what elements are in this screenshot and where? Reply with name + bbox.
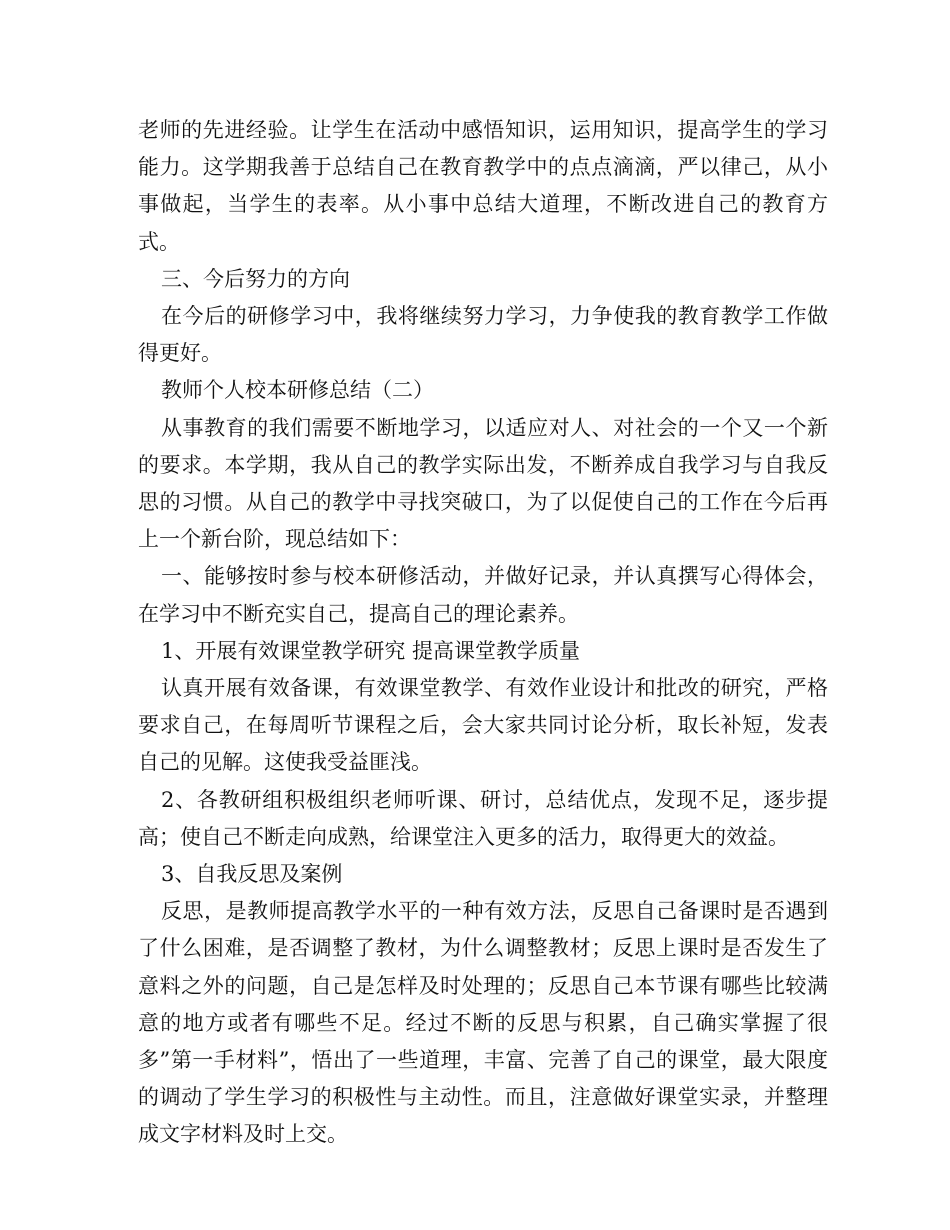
section-heading-future-direction: 三、今后努力的方向 — [161, 266, 350, 291]
subheading-self-reflection: 3、自我反思及案例 — [161, 862, 343, 887]
paragraph-reflection: 反思，是教师提高教学水平的一种有效方法，反思自己备课时是否遇到了什么困难，是否调整了教材，为什么调整教材；反思上课时是否发生了意料之外的问题，自己是怎样及时处理的；反思自己本节课有哪些比较满意的地方或者有哪些不足。经过不断的反思与积累，自己确实掌握了很多”第一手材料”，悟出了一些道理，丰富、完善了自己的课堂，最大限度的调动了学生学习的积极性与主动性。而且，注意做好课堂实录，并整理成文字材料及时上交。 — [138, 899, 828, 1147]
paragraph-continuation: 老师的先进经验。让学生在活动中感悟知识，运用知识，提高学生的学习能力。这学期我善于总结自己在教育教学中的点点滴滴，严以律己，从小事做起，当学生的表率。从小事中总结大道理，不断改进自己的教育方式。 — [138, 118, 828, 254]
paragraph-effective-preparation: 认真开展有效备课，有效课堂教学、有效作业设计和批改的研究，严格要求自己，在每周听节课程之后，会大家共同讨论分析，取长补短，发表自己的见解。这使我受益匪浅。 — [138, 676, 828, 775]
paragraph-introduction: 从事教育的我们需要不断地学习，以适应对人、对社会的一个又一个新的要求。本学期，我从自己的教学实际出发，不断养成自我学习与自我反思的习惯。从自己的教学中寻找突破口，为了以促使自己的工作在今后再上一个新台阶，现总结如下： — [138, 415, 828, 552]
paragraph-future-plan: 在今后的研修学习中，我将继续努力学习，力争使我的教育教学工作做得更好。 — [138, 304, 828, 366]
document-page — [138, 112, 828, 1154]
paragraph-teaching-research-groups: 2、各教研组积极组织老师听课、研讨，总结优点，发现不足，逐步提高；使自己不断走向成熟，给课堂注入更多的活力，取得更大的效益。 — [138, 787, 828, 849]
document-subtitle: 教师个人校本研修总结（二） — [161, 378, 434, 403]
section-heading-one: 一、能够按时参与校本研修活动，并做好记录，并认真撰写心得体会，在学习中不断充实自己，提高自己的理论素养。 — [138, 564, 828, 626]
subheading-effective-teaching: 1、开展有效课堂教学研究 提高课堂教学质量 — [161, 638, 581, 663]
